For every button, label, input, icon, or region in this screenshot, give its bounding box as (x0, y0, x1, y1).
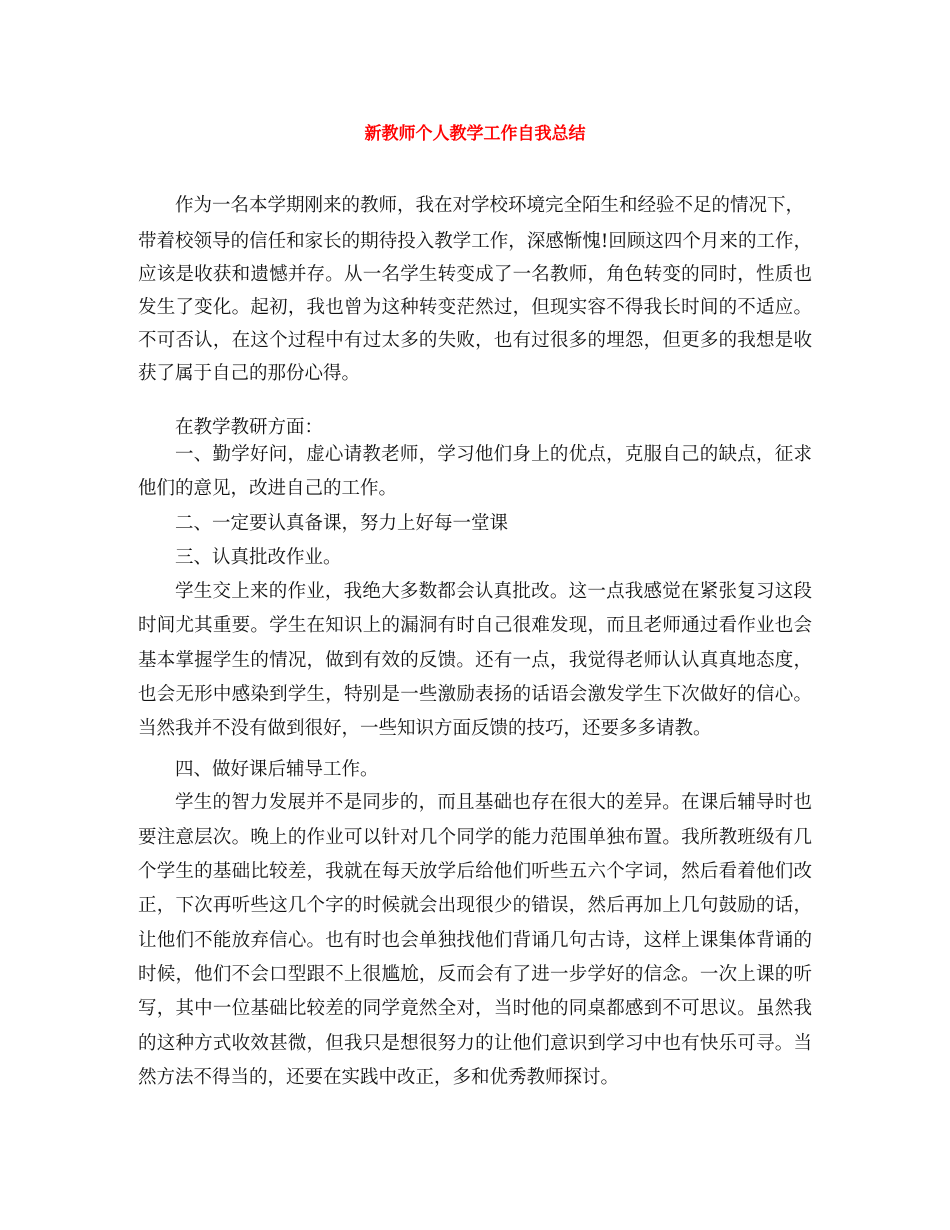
paragraph-line: 学生交上来的作业，我绝大多数都会认真批改。这一点我感觉在紧张复习这段 (175, 581, 812, 602)
paragraph-line: 写，其中一位基础比较差的同学竟然全对，当时他的同桌都感到不可思议。虽然我 (138, 998, 812, 1019)
paragraph-line: 的这种方式收效甚微，但我只是想很努力的让他们意识到学习中也有快乐可寻。当 (138, 1033, 812, 1054)
list-item: 四、做好课后辅导工作。 (175, 759, 379, 780)
paragraph-line: 要注意层次。晚上的作业可以针对几个同学的能力范围单独布置。我所教班级有几 (138, 827, 812, 848)
paragraph-line: 发生了变化。起初，我也曾为这种转变茫然过，但现实容不得我长时间的不适应。 (138, 297, 812, 318)
paragraph-line: 正，下次再听些这几个字的时候就会出现很少的错误，然后再加上几句鼓励的话， (138, 895, 812, 916)
paragraph-line: 获了属于自己的那份心得。 (138, 363, 361, 384)
paragraph-line: 让他们不能放弃信心。也有时也会单独找他们背诵几句古诗，这样上课集体背诵的 (138, 930, 812, 951)
paragraph-line: 带着校领导的信任和家长的期待投入教学工作，深感惭愧!回顾这四个月来的工作， (138, 231, 812, 252)
paragraph-line: 时间尤其重要。学生在知识上的漏洞有时自己很难发现，而且老师通过看作业也会 (138, 615, 812, 636)
section-heading: 在教学教研方面： (175, 417, 324, 438)
list-item: 二、一定要认真备课，努力上好每一堂课 (175, 513, 509, 534)
paragraph-line: 学生的智力发展并不是同步的，而且基础也存在很大的差异。在课后辅导时也 (175, 792, 812, 813)
paragraph-line: 当然我并不没有做到很好，一些知识方面反馈的技巧，还要多多请教。 (138, 718, 712, 739)
paragraph-line: 他们的意见，改进自己的工作。 (138, 478, 398, 499)
paragraph-line: 也会无形中感染到学生，特别是一些激励表扬的话语会激发学生下次做好的信心。 (138, 684, 812, 705)
document-title: 新教师个人教学工作自我总结 (364, 124, 586, 144)
paragraph-line: 应该是收获和遗憾并存。从一名学生转变成了一名教师，角色转变的同时，性质也 (138, 264, 812, 285)
paragraph-line: 时候，他们不会口型跟不上很尴尬，反而会有了进一步学好的信念。一次上课的听 (138, 964, 812, 985)
list-item: 三、认真批改作业。 (175, 547, 342, 568)
paragraph-line: 不可否认，在这个过程中有过太多的失败，也有过很多的埋怨，但更多的我想是收 (138, 330, 812, 351)
paragraph-line: 个学生的基础比较差，我就在每天放学后给他们听些五六个字词，然后看着他们改 (138, 861, 812, 882)
paragraph-line: 然方法不得当的，还要在实践中改正，多和优秀教师探讨。 (138, 1067, 620, 1088)
paragraph-line: 一、勤学好问，虚心请教老师，学习他们身上的优点，克服自己的缺点，征求 (175, 444, 812, 465)
paragraph-line: 基本掌握学生的情况，做到有效的反馈。还有一点，我觉得老师认认真真地态度， (138, 650, 812, 671)
paragraph-line: 作为一名本学期刚来的教师，我在对学校环境完全陌生和经验不足的情况下， (175, 195, 805, 216)
